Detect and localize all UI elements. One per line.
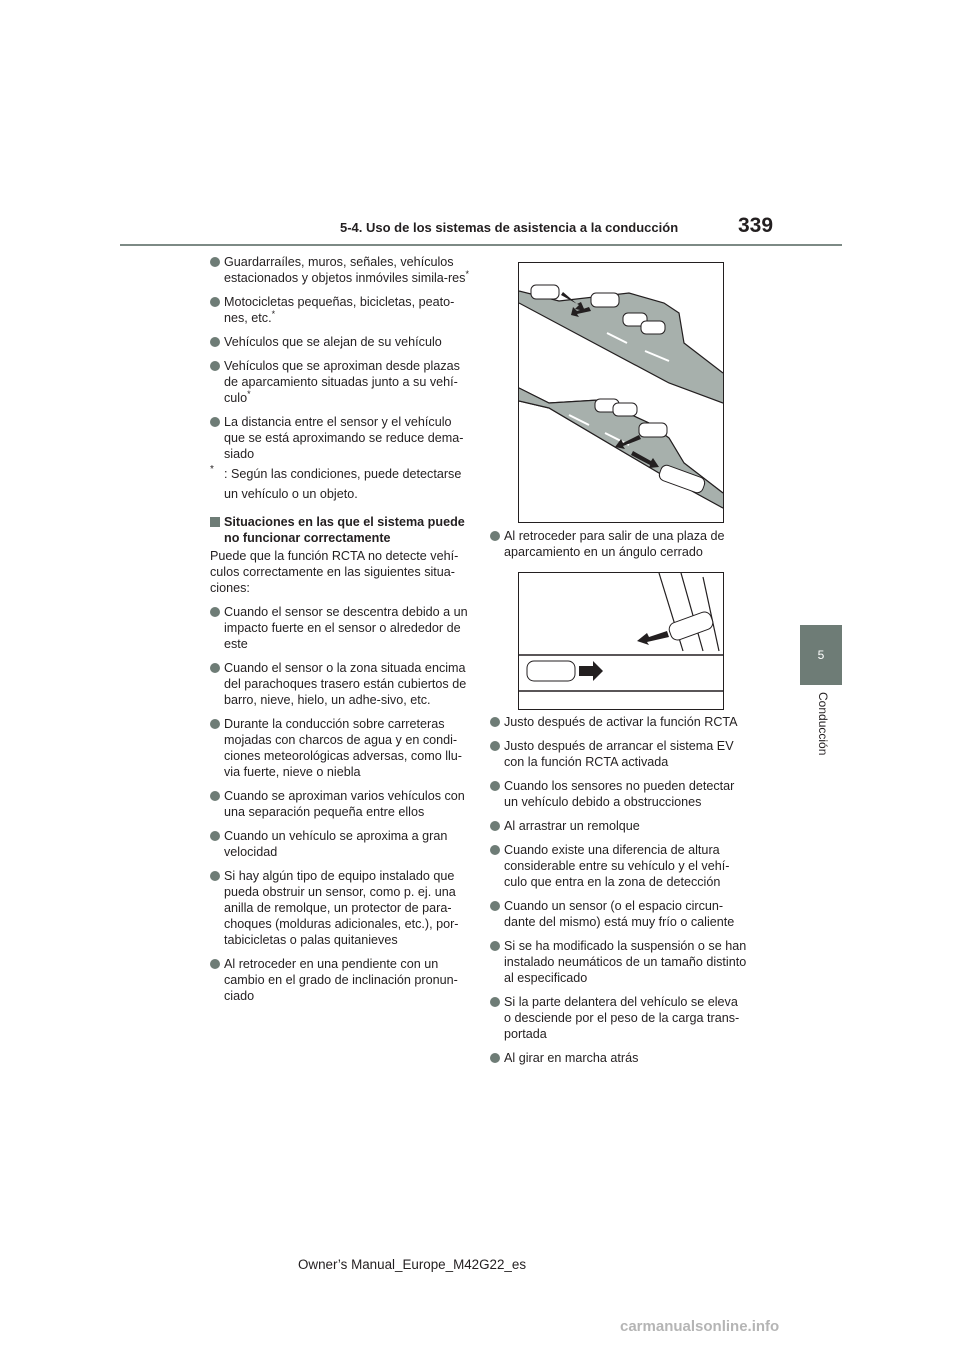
bullet-icon: [490, 901, 500, 911]
chapter-tab[interactable]: [800, 625, 842, 685]
bullet-icon: [490, 531, 500, 541]
list-item: Vehículos que se aproximan desde plazas de aparcamiento situadas junto a su vehí-culo*: [210, 358, 472, 406]
list-item: Durante la conducción sobre carreteras mojadas con charcos de agua y en condi-ciones meteorológicas adversas, como llu-via fuerte, nieve o niebla: [210, 716, 472, 780]
list-item: Al girar en marcha atrás: [490, 1050, 748, 1066]
bullet-icon: [210, 791, 220, 801]
bullet-icon: [210, 257, 220, 267]
parking-diagram: [519, 573, 723, 709]
bullet-icon: [490, 717, 500, 727]
list-item: Al arrastrar un remolque: [490, 818, 748, 834]
car-icon: [527, 661, 575, 681]
list-item: Guardarraíles, muros, señales, vehículos estacionados y objetos inmóviles simila-res*: [210, 254, 472, 286]
footnote-ref: *: [271, 308, 276, 319]
parking-illustration: [518, 572, 724, 710]
bullet-icon: [490, 781, 500, 791]
header-divider: [120, 244, 842, 246]
page-number: 339: [738, 214, 774, 237]
bullet-icon: [210, 831, 220, 841]
section-title: 5-4. Uso de los sistemas de asistencia a la conducción: [340, 220, 679, 235]
list-item: Si la parte delantera del vehículo se eleva o desciende por el peso de la carga trans-portada: [490, 994, 748, 1042]
list-item: La distancia entre el sensor y el vehículo que se está aproximando se reduce dema-siado: [210, 414, 472, 462]
bullet-icon: [490, 997, 500, 1007]
section-heading: Situaciones en las que el sistema puede no funcionar correctamente: [210, 514, 472, 546]
bullet-icon: [210, 663, 220, 673]
list-item: Cuando un sensor (o el espacio circun-dante del mismo) está muy frío o caliente: [490, 898, 748, 930]
bullet-icon: [210, 871, 220, 881]
list-item: Al retroceder en una pendiente con un cambio en el grado de inclinación pronun-ciado: [210, 956, 472, 1004]
bullet-icon: [490, 1053, 500, 1063]
car-icon: [613, 403, 637, 416]
list-item: Motocicletas pequeñas, bicicletas, peato-nes, etc.*: [210, 294, 472, 326]
chapter-label: Conducción: [816, 692, 830, 756]
car-icon: [667, 610, 715, 642]
bullet-icon: [490, 741, 500, 751]
list-item: Si hay algún tipo de equipo instalado que pueda obstruir un sensor, como p. ej. una anilla de remolque, un protector de para-choques (molduras adicionales, etc.), por-tabicicletas o palas quitanieves: [210, 868, 472, 948]
bullet-icon: [210, 361, 220, 371]
list-item: Cuando un vehículo se aproxima a gran velocidad: [210, 828, 472, 860]
car-icon: [531, 285, 559, 299]
right-column-top: [490, 528, 748, 568]
list-item: Si se ha modificado la suspensión o se han instalado neumáticos de un tamaño distinto al especificado: [490, 938, 748, 986]
list-item: Cuando existe una diferencia de altura considerable entre su vehículo y el vehí-culo que entra en la zona de detección: [490, 842, 748, 890]
list-item: Cuando el sensor o la zona situada encima del parachoques trasero están cubiertos de barro, nieve, hielo, un adhe-sivo, etc.: [210, 660, 472, 708]
intro-paragraph: Puede que la función RCTA no detecte vehí-culos correctamente en las siguientes situa-ciones:: [210, 549, 459, 595]
bullet-icon: [210, 297, 220, 307]
list-item: Justo después de activar la función RCTA: [490, 714, 748, 730]
list-item: Cuando los sensores no pueden detectar un vehículo debido a obstrucciones: [490, 778, 748, 810]
bullet-icon: [490, 845, 500, 855]
bullet-icon: [490, 821, 500, 831]
footer-manual-id: Owner’s Manual_Europe_M42G22_es: [298, 1257, 527, 1272]
list-item: Justo después de arrancar el sistema EV con la función RCTA activada: [490, 738, 748, 770]
chapter-number: 5: [817, 648, 825, 662]
square-bullet-icon: [210, 517, 220, 527]
car-icon: [639, 423, 667, 437]
footnote: * : Según las condiciones, puede detectarse un vehículo o un objeto.: [210, 464, 472, 504]
list-item: Al retroceder para salir de una plaza de aparcamiento en un ángulo cerrado: [490, 528, 748, 560]
list-item: Cuando se aproximan varios vehículos con una separación pequeña entre ellos: [210, 788, 472, 820]
list-item: Vehículos que se alejan de su vehículo: [210, 334, 472, 350]
slope-diagram: [519, 263, 723, 522]
car-icon: [591, 293, 619, 307]
bullet-icon: [210, 337, 220, 347]
right-column-bottom: [490, 714, 748, 1074]
bullet-icon: [210, 959, 220, 969]
list-item: Cuando el sensor se descentra debido a un impacto fuerte en el sensor o alrededor de este: [210, 604, 472, 652]
upper-road: [519, 291, 723, 403]
footnote-mark: *: [210, 464, 214, 475]
footnote-ref: *: [465, 268, 469, 279]
bullet-icon: [210, 417, 220, 427]
bullet-icon: [210, 607, 220, 617]
car-icon: [641, 321, 665, 334]
bullet-icon: [210, 719, 220, 729]
arrow-icon: [637, 631, 669, 645]
footnote-ref: *: [247, 388, 251, 399]
left-column: [210, 254, 472, 1012]
watermark: carmanualsonline.info: [620, 1318, 780, 1335]
slope-illustration: [518, 262, 724, 523]
bullet-icon: [490, 941, 500, 951]
arrow-icon: [579, 661, 603, 681]
